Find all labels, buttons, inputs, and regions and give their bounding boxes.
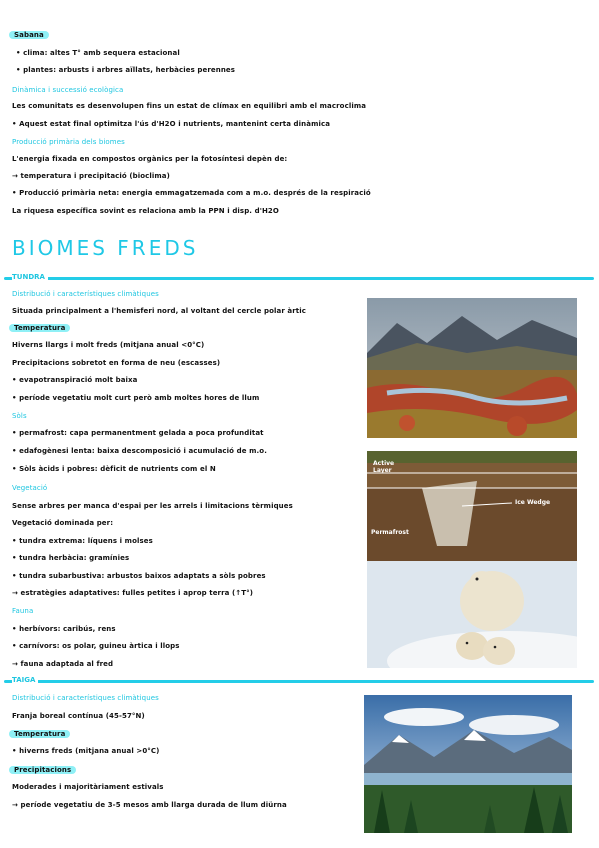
tundra-temp-line: • evapotranspiració molt baixa (12, 376, 138, 384)
tundra-veg-line: • tundra herbàcia: gramínies (12, 554, 130, 562)
tundra-fauna-heading: Fauna (12, 607, 34, 615)
tundra-dist-line: Situada principalment a l'hemisferi nord, al voltant del cercle polar àrtic (12, 307, 306, 315)
tundra-veg-heading: Vegetació (12, 484, 48, 492)
succession-line: Les comunitats es desenvolupen fins un estat de clímax en equilibri amb el macroclima (12, 102, 367, 110)
page-title: BIOMES FREDS (12, 236, 199, 260)
production-line: → temperatura i precipitació (bioclima) (12, 172, 170, 180)
tundra-sols-line: • permafrost: capa permanentment gelada a poca profunditat (12, 429, 264, 437)
succession-heading: Dinàmica i successió ecològica (12, 86, 124, 94)
taiga-dist-line: Franja boreal contínua (45-57°N) (12, 712, 145, 720)
production-line: La riquesa específica sovint es relaciona amb la PPN i disp. d'H2O (12, 207, 279, 215)
tundra-fauna-line: → fauna adaptada al fred (12, 660, 114, 668)
sabana-line: • clima: altes T° amb sequera estacional (16, 49, 180, 57)
taiga-landscape-photo (364, 695, 572, 833)
production-heading: Producció primària dels biomes (12, 138, 125, 146)
taiga-prec-heading: Precipitacions (12, 766, 76, 775)
tundra-dist-heading: Distribució i característiques climàtiques (12, 290, 159, 298)
taiga-temp-line: • hiverns freds (mitjana anual >0°C) (12, 747, 160, 755)
taiga-label: TAIGA (12, 676, 38, 684)
tundra-fauna-line: • carnívors: os polar, guineu àrtica i llops (12, 642, 180, 650)
tundra-fauna-line: • herbívors: caribús, rens (12, 625, 116, 633)
tundra-sols-line: • edafogènesi lenta: baixa descomposició i acumulació de m.o. (12, 447, 267, 455)
section-divider (4, 277, 594, 280)
permafrost-label: Permafrost (371, 529, 409, 536)
tundra-label: TUNDRA (12, 273, 48, 281)
succession-line: • Aquest estat final optimitza l'ús d'H2O i nutrients, mantenint certa dinàmica (12, 120, 331, 128)
tundra-temp-line: Precipitacions sobretot en forma de neu (escasses) (12, 359, 221, 367)
ice-wedge-label: Ice Wedge (515, 499, 551, 506)
active-layer-label: Active Layer (373, 460, 395, 474)
polar-bear-photo (367, 561, 577, 668)
tundra-veg-line: • tundra subarbustiva: arbustos baixos adaptats a sòls pobres (12, 572, 266, 580)
production-line: • Producció primària neta: energia emmagatzemada com a m.o. després de la respiració (12, 189, 371, 197)
production-line: L'energia fixada en compostos orgànics per la fotosíntesi depèn de: (12, 155, 288, 163)
tundra-sols-line: • Sòls àcids i pobres: dèficit de nutrients com el N (12, 465, 216, 473)
tundra-veg-line: Sense arbres per manca d'espai per les arrels i limitacions tèrmiques (12, 502, 293, 510)
tundra-temp-line: Hiverns llargs i molt freds (mitjana anual <0°C) (12, 341, 205, 349)
taiga-temp-heading: Temperatura (12, 730, 70, 739)
tundra-veg-line: Vegetació dominada per: (12, 519, 114, 527)
tundra-temp-heading: Temperatura (12, 324, 70, 333)
tundra-sols-heading: Sòls (12, 412, 27, 420)
tundra-landscape-photo (367, 298, 577, 438)
permafrost-photo (367, 451, 577, 561)
taiga-dist-heading: Distribució i característiques climàtiques (12, 694, 159, 702)
tundra-temp-line: • període vegetatiu molt curt però amb moltes hores de llum (12, 394, 260, 402)
tundra-veg-line: • tundra extrema: líquens i molses (12, 537, 153, 545)
sabana-line: • plantes: arbusts i arbres aïllats, herbàcies perennes (16, 66, 236, 74)
taiga-prec-line: → període vegetatiu de 3-5 mesos amb llarga durada de llum diürna (12, 801, 287, 809)
section-divider (4, 680, 594, 683)
sabana-heading: Sabana (12, 31, 49, 40)
taiga-prec-line: Moderades i majoritàriament estivals (12, 783, 164, 791)
tundra-veg-line: → estratègies adaptatives: fulles petites i aprop terra (↑T°) (12, 589, 254, 597)
